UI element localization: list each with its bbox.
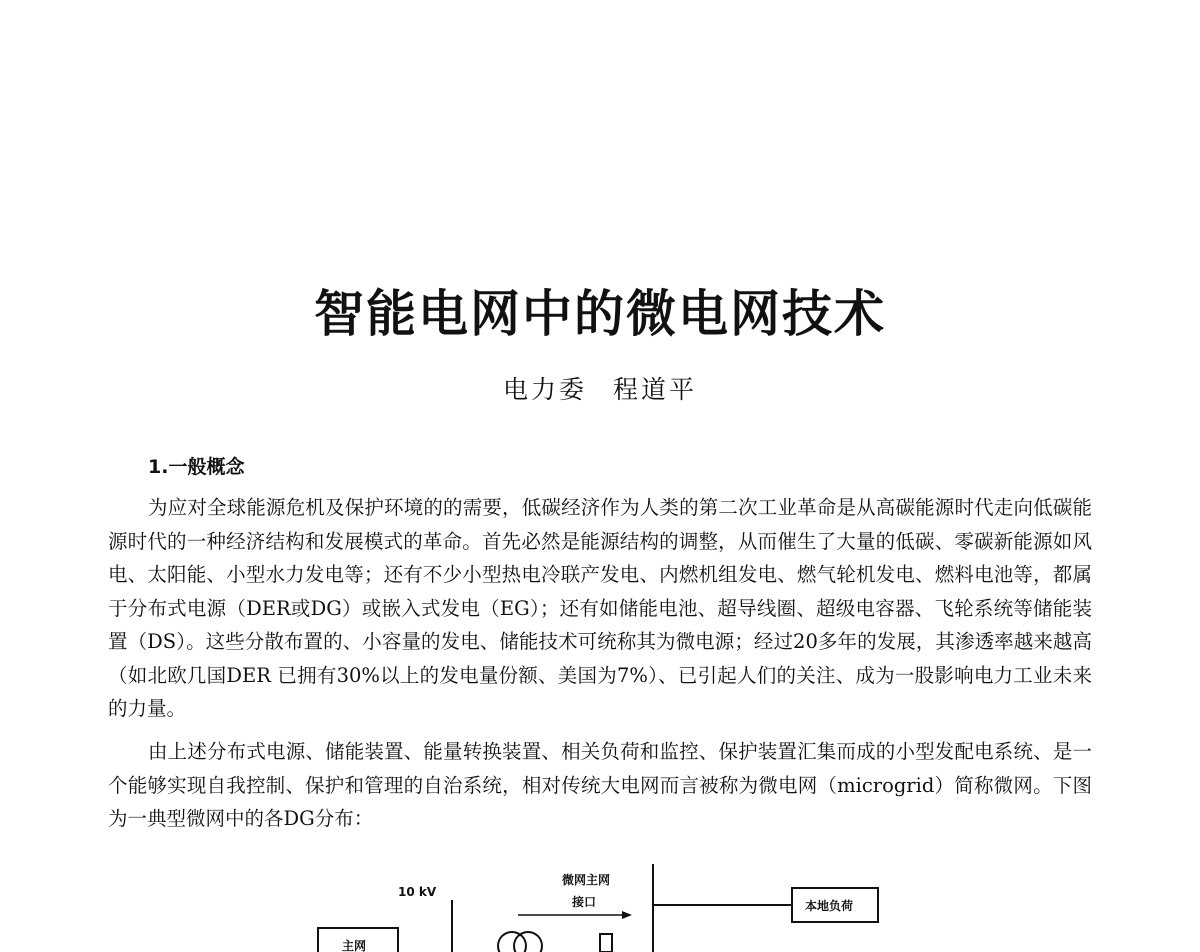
author-2: 程道平 xyxy=(613,375,698,404)
load-label: 本地负荷 xyxy=(805,899,854,913)
section-heading: 1.一般概念 xyxy=(148,456,245,478)
author-line xyxy=(0,372,1200,408)
voltage-label: 10 kV xyxy=(398,885,437,899)
switch-box xyxy=(600,934,612,952)
paragraph-2: 由上述分布式电源、储能装置、能量转换装置、相关负荷和监控、保护装置汇集而成的小型发配电系统、是一个能够实现自我控制、保护和管理的自治系统，相对传统大电网而言被称为微电网（microgrid）简称微网。下图为一典型微网中的各DG分布： xyxy=(108,740,1092,830)
left-box-label: 主网 xyxy=(342,939,367,952)
microgrid-diagram xyxy=(0,858,1200,952)
transformer-coil-1 xyxy=(498,932,526,952)
interface-label-line2: 接口 xyxy=(572,895,597,909)
author-1: 电力委 xyxy=(502,375,587,404)
transformer-coil-2 xyxy=(514,932,542,952)
page-title: 智能电网中的微电网技术 xyxy=(314,284,886,343)
paragraph-1: 为应对全球能源危机及保护环境的的需要，低碳经济作为人类的第二次工业革命是从高碳能源时代走向低碳能源时代的一种经济结构和发展模式的革命。首先必然是能源结构的调整，从而催生了大量的低碳、零碳新能源如风电、太阳能、小型水力发电等；还有不少小型热电冷联产发电、内燃机组发电、燃气轮机发电、燃料电池等，都属于分布式电源（DER或DG）或嵌入式发电（EG）；还有如储能电池、超导线圈、超级电容器、飞轮系统等储能装置（DS）。这些分散布置的、小容量的发电、储能技术可统称其为微电源；经过20多年的发展，其渗透率越来越高（如北欧几国DER 已拥有30%以上的发电量份额、美国为7%）、已引起人们的关注、成为一股影响电力工业未来的力量。 xyxy=(108,496,1092,720)
interface-label-line1: 微网主网 xyxy=(562,873,611,887)
arrow-head-icon xyxy=(622,911,632,919)
